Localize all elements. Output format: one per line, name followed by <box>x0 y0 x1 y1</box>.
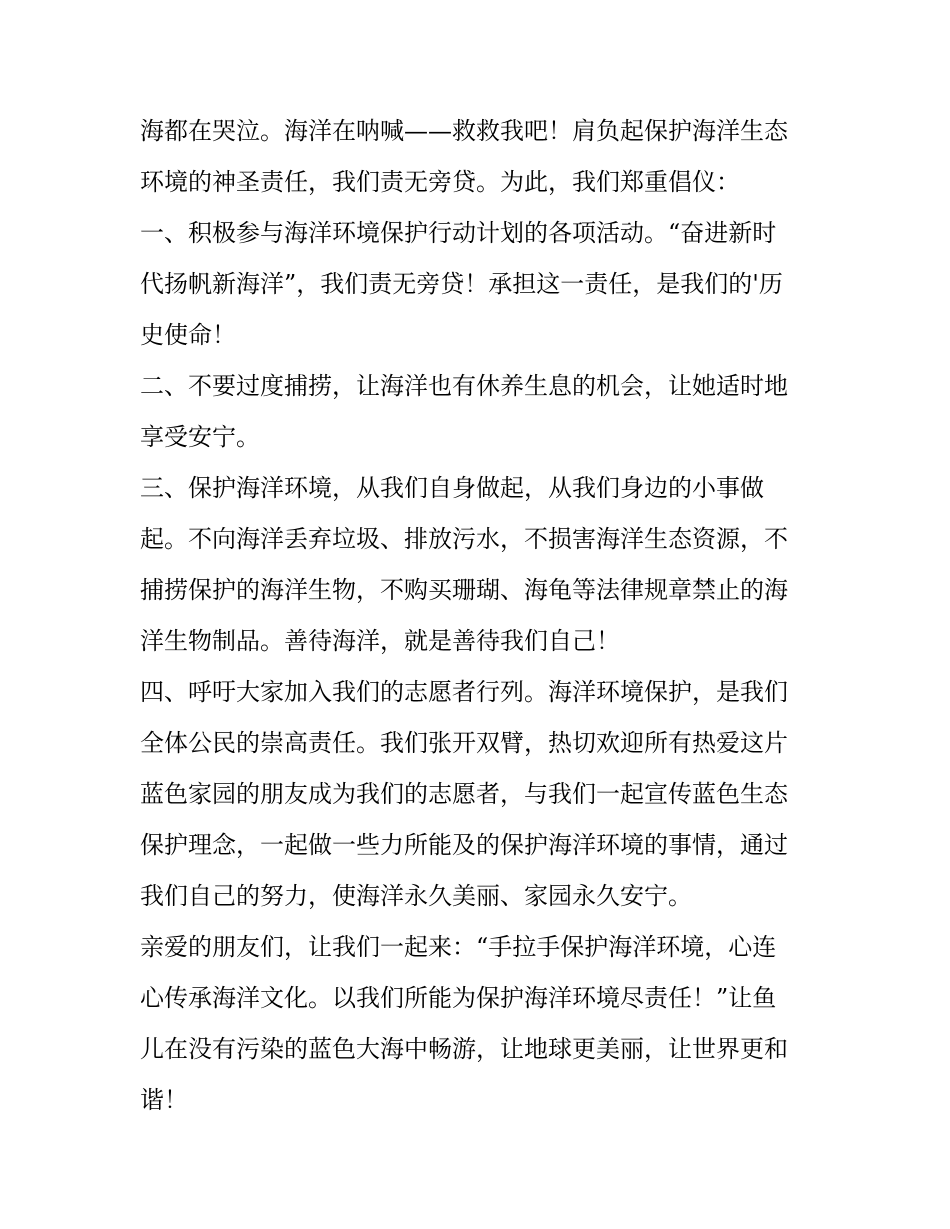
text-line: 起。不向海洋丢弃垃圾、排放污水，不损害海洋生态资源，不 <box>140 525 788 553</box>
text-line: 一、积极参与海洋环境保护行动计划的各项活动。“奋进新时 <box>140 219 777 247</box>
text-line: 享受安宁。 <box>140 423 260 451</box>
text-line: 四、呼吁大家加入我们的志愿者行列。海洋环境保护，是我们 <box>140 678 788 706</box>
text-line: 谐！ <box>140 1086 188 1114</box>
text-line: 捕捞保护的海洋生物，不购买珊瑚、海龟等法律规章禁止的海 <box>140 576 788 604</box>
text-line: 洋生物制品。善待海洋，就是善待我们自己！ <box>140 627 620 655</box>
text-line: 亲爱的朋友们，让我们一起来：“手拉手保护海洋环境，心连 <box>140 933 777 961</box>
text-line: 二、不要过度捕捞，让海洋也有休养生息的机会，让她适时地 <box>140 372 788 400</box>
text-line: 海都在哭泣。海洋在呐喊——救救我吧！肩负起保护海洋生态 <box>140 117 788 145</box>
text-line: 代扬帆新海洋”，我们责无旁贷！承担这一责任，是我们的'历 <box>140 270 783 298</box>
text-line: 我们自己的努力，使海洋永久美丽、家园永久安宁。 <box>140 882 692 910</box>
text-line: 三、保护海洋环境，从我们自身做起，从我们身边的小事做 <box>140 474 764 502</box>
text-line: 儿在没有污染的蓝色大海中畅游，让地球更美丽，让世界更和 <box>140 1035 788 1063</box>
text-line: 蓝色家园的朋友成为我们的志愿者，与我们一起宣传蓝色生态 <box>140 780 788 808</box>
text-line: 心传承海洋文化。以我们所能为保护海洋环境尽责任！”让鱼 <box>140 984 777 1012</box>
text-line: 环境的神圣责任，我们责无旁贷。为此，我们郑重倡仪： <box>140 168 740 196</box>
text-line: 保护理念，一起做一些力所能及的保护海洋环境的事情，通过 <box>140 831 788 859</box>
body-text <box>140 106 812 1126</box>
text-line: 史使命！ <box>140 321 236 349</box>
text-line: 全体公民的崇高责任。我们张开双臂，热切欢迎所有热爱这片 <box>140 729 788 757</box>
